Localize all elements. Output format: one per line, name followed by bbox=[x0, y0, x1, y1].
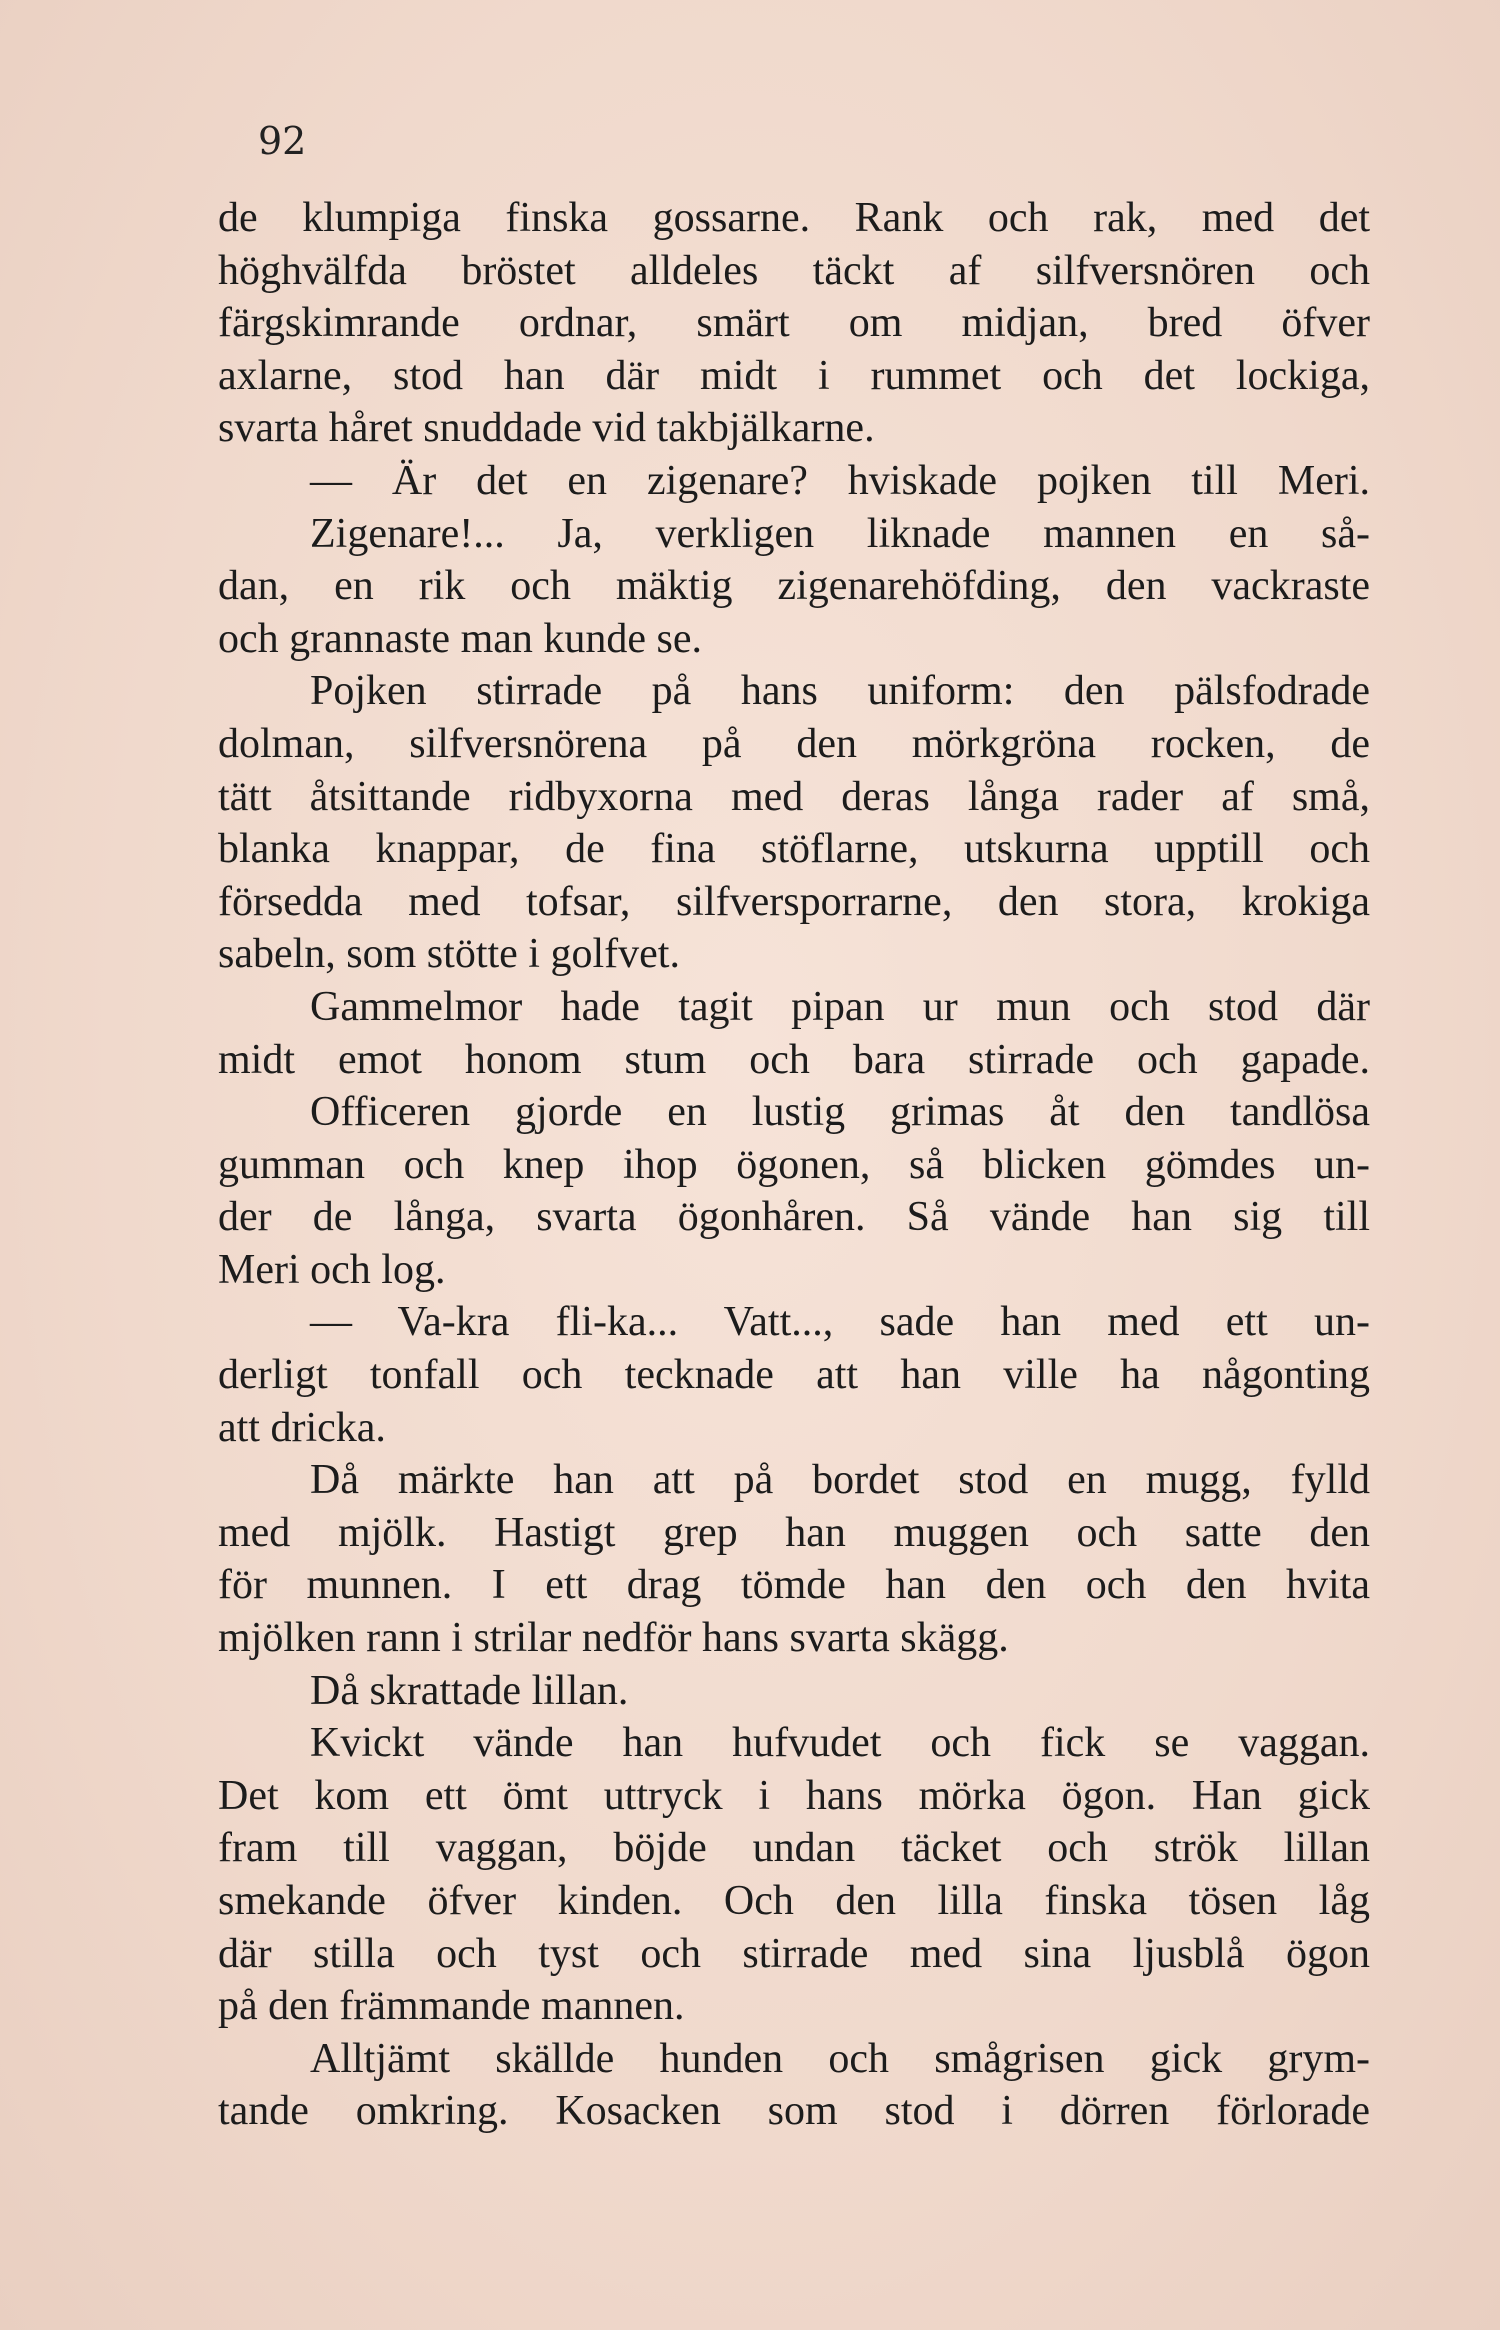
text-line: Meri och log. bbox=[218, 1246, 446, 1293]
text-line: gumman och knep ihop ögonen, så blicken gömdes un- bbox=[218, 1141, 1370, 1188]
text-line: — Va-kra fli-ka... Vatt..., sade han med ett un- bbox=[310, 1299, 1370, 1346]
text-line: Officeren gjorde en lustig grimas åt den tandlösa bbox=[310, 1089, 1370, 1136]
body-text bbox=[218, 192, 1370, 2138]
text-line: med mjölk. Hastigt grep han muggen och satte den bbox=[218, 1509, 1370, 1556]
text-line: blanka knappar, de fina stöflarne, utskurna upptill och bbox=[218, 826, 1370, 873]
text-line: höghvälfda bröstet alldeles täckt af silfversnören och bbox=[218, 247, 1370, 294]
text-line: derligt tonfall och tecknade att han ville ha någonting bbox=[218, 1352, 1370, 1399]
text-line: smekande öfver kinden. Och den lilla finska tösen låg bbox=[218, 1878, 1370, 1924]
text-line: svarta håret snuddade vid takbjälkarne. bbox=[218, 405, 875, 452]
text-line: Gammelmor hade tagit pipan ur mun och stod där bbox=[310, 983, 1370, 1030]
text-line: Då skrattade lillan. bbox=[310, 1667, 629, 1714]
text-line: — Är det en zigenare? hviskade pojken till Meri. bbox=[310, 457, 1370, 504]
text-line: tätt åtsittande ridbyxorna med deras långa rader af små, bbox=[218, 773, 1370, 820]
text-line: på den främmande mannen. bbox=[218, 1983, 685, 2030]
text-line: Då märkte han att på bordet stod en mugg, fylld bbox=[310, 1457, 1370, 1504]
text-line: midt emot honom stum och bara stirrade och gapade. bbox=[218, 1036, 1370, 1083]
text-line: att dricka. bbox=[218, 1404, 386, 1451]
text-line: Kvickt vände han hufvudet och fick se vaggan. bbox=[310, 1720, 1370, 1767]
text-line: de klumpiga finska gossarne. Rank och rak, med det bbox=[218, 195, 1370, 241]
text-line: mjölken rann i strilar nedför hans svarta skägg. bbox=[218, 1615, 1009, 1662]
text-line: der de långa, svarta ögonhåren. Så vände han sig till bbox=[218, 1194, 1370, 1241]
text-line: fram till vaggan, böjde undan täcket och strök lillan bbox=[218, 1825, 1370, 1872]
text-line: dan, en rik och mäktig zigenarehöfding, den vackraste bbox=[218, 563, 1370, 610]
text-line: färgskimrande ordnar, smärt om midjan, bred öfver bbox=[218, 300, 1370, 347]
text-line: för munnen. I ett drag tömde han den och den hvita bbox=[218, 1562, 1370, 1609]
text-line: Det kom ett ömt uttryck i hans mörka ögon. Han gick bbox=[218, 1772, 1370, 1819]
text-line: Zigenare!... Ja, verkligen liknade mannen en så- bbox=[310, 510, 1370, 557]
text-line: där stilla och tyst och stirrade med sina ljusblå ögon bbox=[218, 1930, 1370, 1977]
text-line: tande omkring. Kosacken som stod i dörren förlorade bbox=[218, 2088, 1370, 2135]
text-line: försedda med tofsar, silfversporrarne, den stora, krokiga bbox=[218, 878, 1370, 925]
text-line: axlarne, stod han där midt i rummet och det lockiga, bbox=[218, 352, 1370, 399]
text-line: och grannaste man kunde se. bbox=[218, 615, 703, 662]
page-number: 92 bbox=[258, 119, 307, 163]
text-line: dolman, silfversnörena på den mörkgröna rocken, de bbox=[218, 720, 1370, 767]
text-line: Alltjämt skällde hunden och smågrisen gick grym- bbox=[310, 2035, 1370, 2082]
text-line: Pojken stirrade på hans uniform: den pälsfodrade bbox=[310, 668, 1370, 715]
text-line: sabeln, som stötte i golfvet. bbox=[218, 931, 680, 978]
